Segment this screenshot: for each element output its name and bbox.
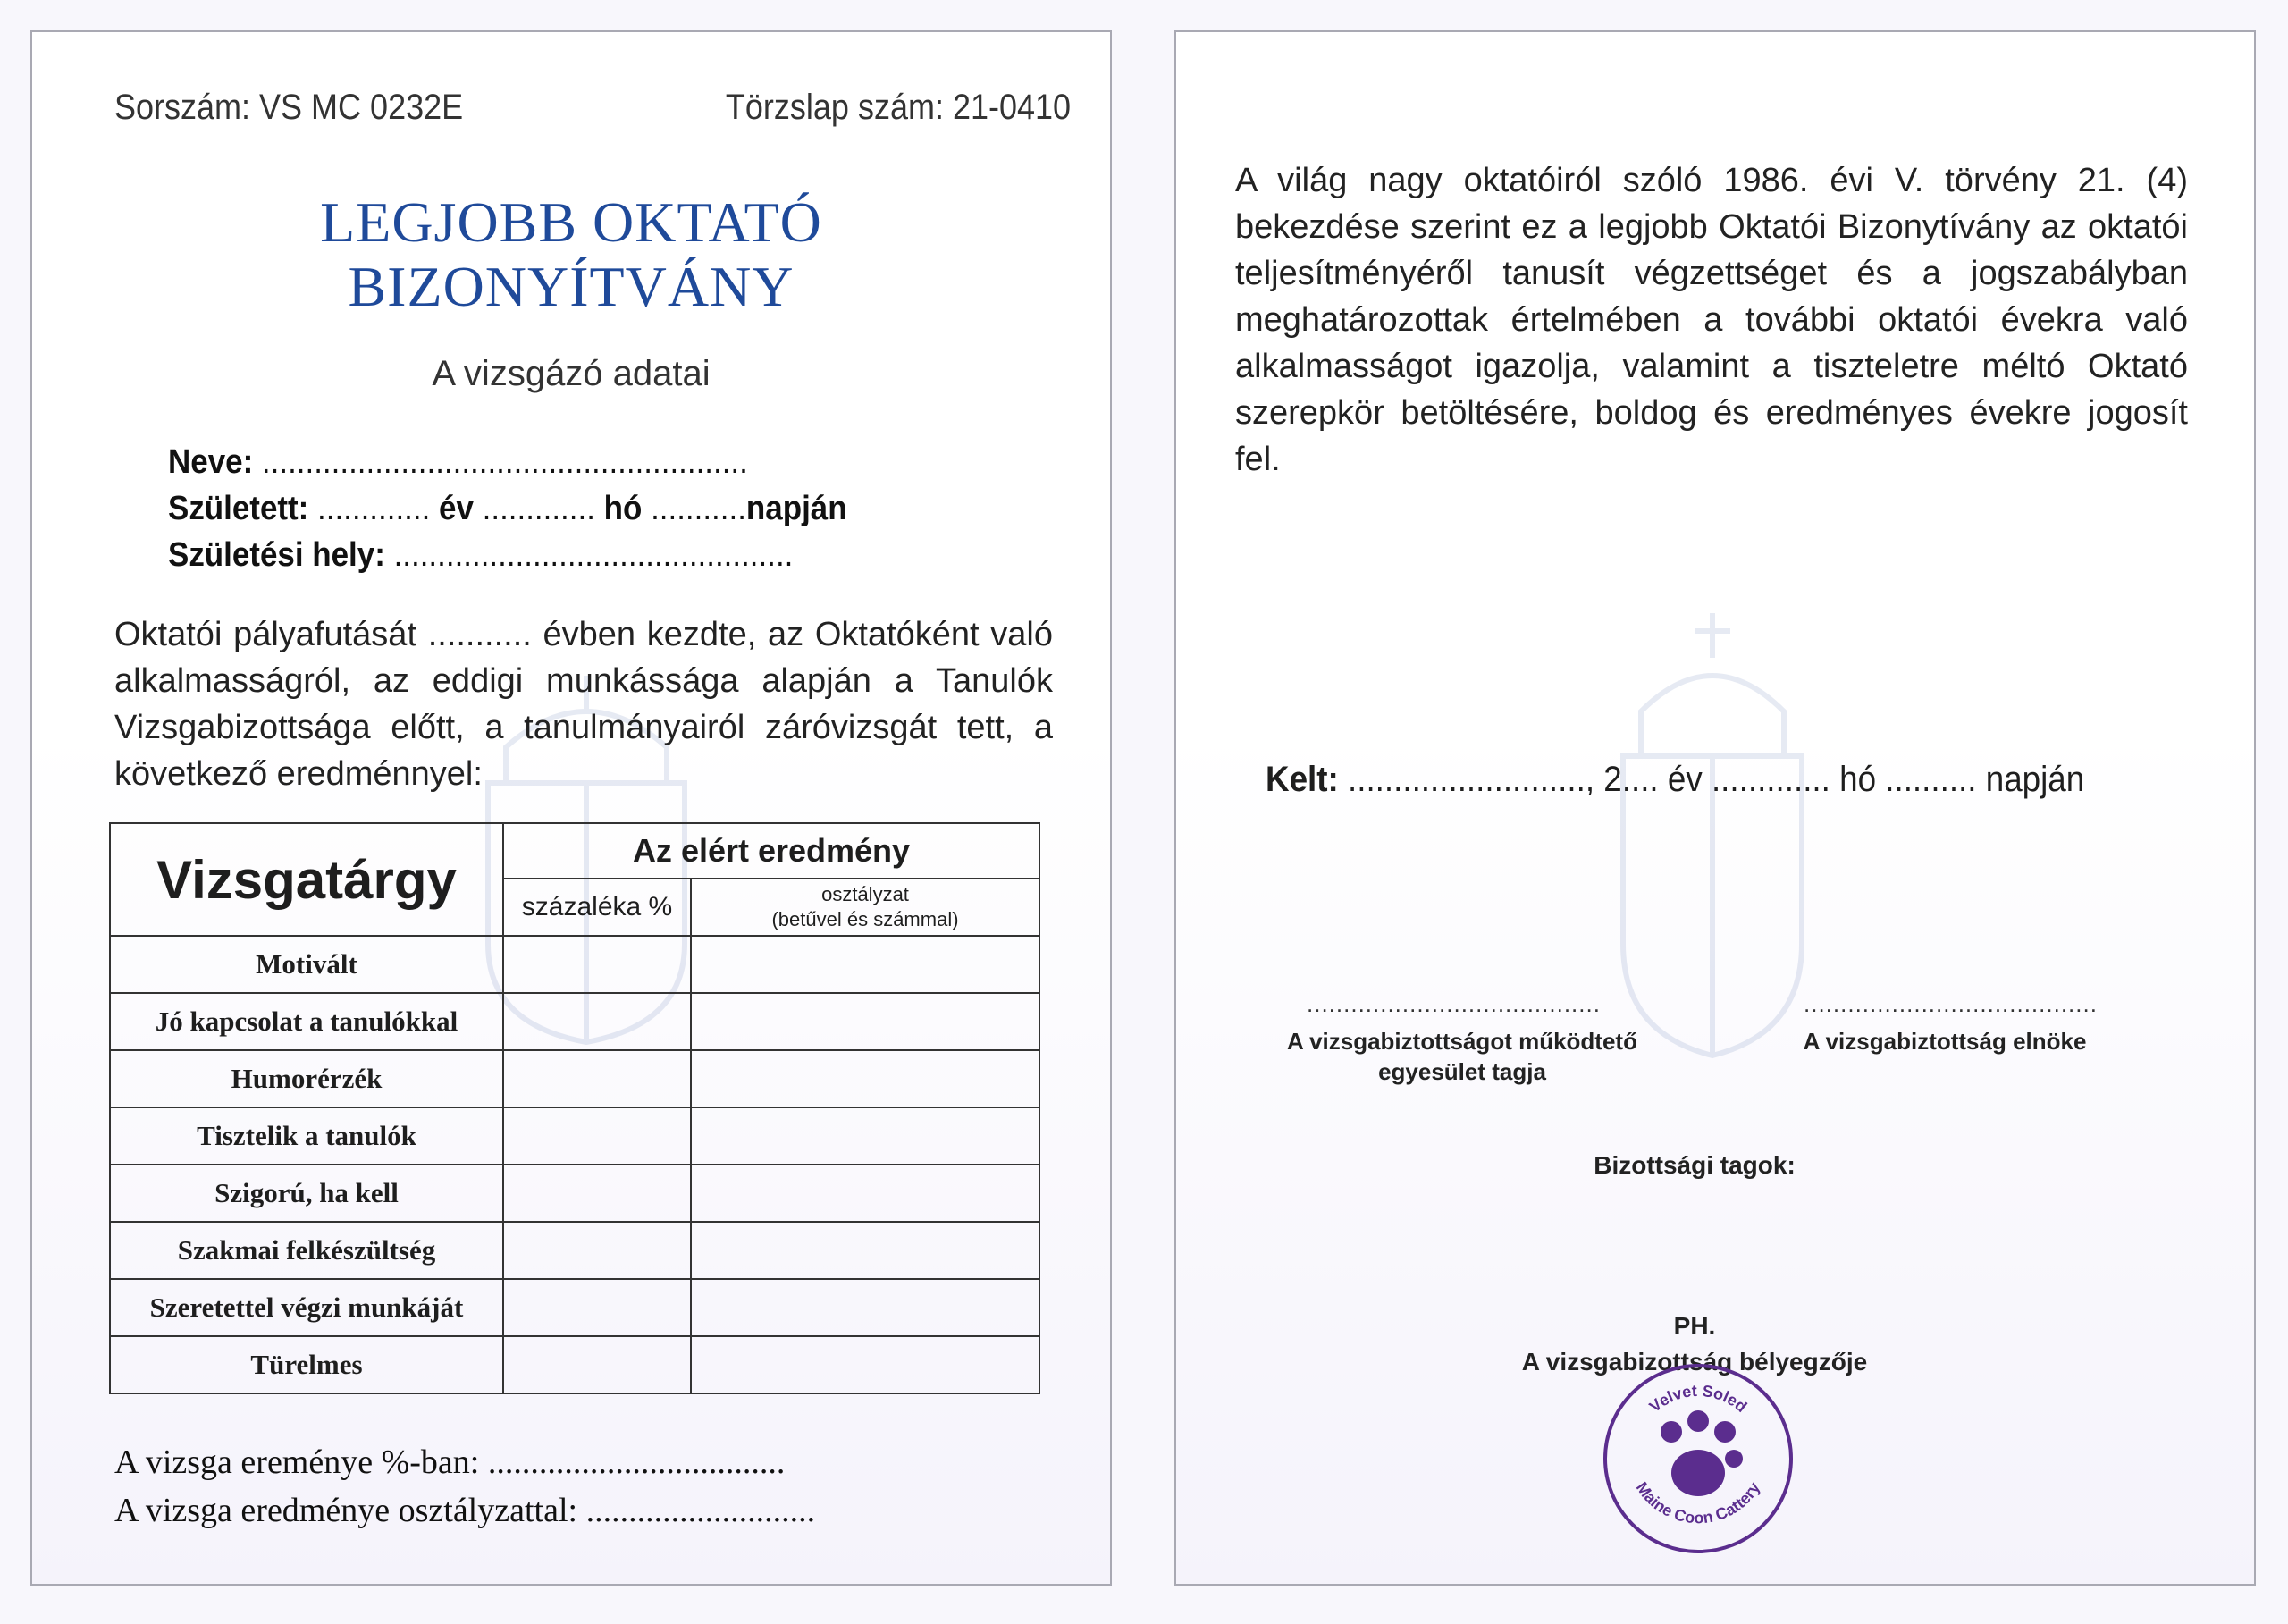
percent-cell xyxy=(503,1165,691,1222)
certificate-title-line2: BIZONYÍTVÁNY xyxy=(348,255,795,318)
birth-date-field xyxy=(168,490,847,528)
percent-cell xyxy=(503,1336,691,1393)
kelt-label: Kelt: xyxy=(1266,760,1339,799)
certificate-title-line1: LEGJOBB OKTATÓ xyxy=(320,190,822,254)
grade-cell xyxy=(691,1336,1039,1393)
member-label-line2: egyesület tagja xyxy=(1378,1058,1546,1085)
subject-cell: Motivált xyxy=(110,936,503,993)
grade-cell xyxy=(691,1165,1039,1222)
career-paragraph: Oktatói pályafutását ........... évben kezdte, az Oktatóként való alkalmasságról, az eddigi munkássága alapján a Tanulók Vizsgabizottsága előtt, a tanulmányairól záróvizsgát tett, a következő eredménnyel: xyxy=(114,616,1053,793)
table-row xyxy=(110,1050,1039,1107)
signature-line-chair: ........................................ xyxy=(1804,990,2098,1017)
subject-cell: Szeretettel végzi munkáját xyxy=(110,1279,503,1336)
table-row xyxy=(110,1336,1039,1393)
born-dots-month: ............. xyxy=(473,490,604,527)
birthplace-dots: .............................................. xyxy=(384,536,794,574)
coat-of-arms-watermark xyxy=(1605,604,1820,1069)
name-dots: ........................................................ xyxy=(253,443,748,481)
table-header-row xyxy=(110,823,1039,879)
born-dots-year: ............. xyxy=(308,490,440,527)
stamp-caption: A vizsgabizottság bélyegzője xyxy=(1521,1348,1868,1376)
right-page xyxy=(1174,30,2256,1586)
ph-label: PH. xyxy=(1673,1312,1716,1340)
chair-signature-label: A vizsgabiztottság elnöke xyxy=(1803,1028,2087,1055)
committee-members-label: Bizottsági tagok: xyxy=(1594,1151,1796,1179)
percent-cell xyxy=(503,936,691,993)
subject-header: Vizsgatárgy xyxy=(110,823,503,936)
born-dots-day: ........... xyxy=(642,490,746,527)
subject-cell: Jó kapcsolat a tanulókkal xyxy=(110,993,503,1050)
result-header: Az elért eredmény xyxy=(503,823,1039,879)
grade-cell xyxy=(691,993,1039,1050)
born-month-label: hó xyxy=(603,490,643,527)
percent-cell xyxy=(503,1107,691,1165)
percent-cell xyxy=(503,993,691,1050)
grade-header-line1: osztályzat xyxy=(821,883,909,905)
grades-table xyxy=(109,822,1040,1394)
serial-number: Sorszám: VS MC 0232E xyxy=(114,88,464,127)
grade-cell xyxy=(691,1050,1039,1107)
born-label: Született: xyxy=(168,490,309,527)
percent-cell xyxy=(503,1222,691,1279)
date-line xyxy=(1266,760,2084,800)
legal-paragraph: A világ nagy oktatóiról szóló 1986. évi V. törvény 21. (4) bekezdése szerint ez a legjobb Oktatói Bizonytívány az oktatói teljesítményéről tanusít végzettséget és a jogszabályban meghatározottak értelmében a további oktatói évekra való alkalmasságot igazolja, valamint a tiszteletre méltó Oktató szerepkör betöltésére, boldog és eredményes évekre jogosít fel. xyxy=(1235,162,2188,478)
grade-header xyxy=(691,879,1039,936)
subject-cell: Szigorú, ha kell xyxy=(110,1165,503,1222)
born-day-label: napján xyxy=(745,490,847,527)
stamp-top-text: Velvet Soled xyxy=(1645,1381,1751,1417)
subject-cell: Tisztelik a tanulók xyxy=(110,1107,503,1165)
table-row xyxy=(110,1165,1039,1222)
table-row xyxy=(110,1279,1039,1336)
result-percent-line: A vizsga ereménye %-ban: ................................... xyxy=(114,1443,786,1481)
percent-header: százaléka % xyxy=(503,879,691,936)
paw-icon xyxy=(1661,1410,1743,1496)
table-row xyxy=(110,993,1039,1050)
candidate-data-heading: A vizsgázó adatai xyxy=(432,354,711,393)
kelt-text: .........................., 2.... év ............. hó .......... napján xyxy=(1338,760,2085,799)
member-signature-label xyxy=(1266,1026,1659,1087)
name-label: Neve: xyxy=(168,443,254,481)
birthplace-field xyxy=(168,536,793,575)
table-row xyxy=(110,936,1039,993)
grade-cell xyxy=(691,1222,1039,1279)
born-year-label: év xyxy=(439,490,474,527)
birthplace-label: Születési hely: xyxy=(168,536,385,574)
grade-cell xyxy=(691,1107,1039,1165)
table-row xyxy=(110,1107,1039,1165)
stamp-bottom-text: Maine Coon Cattery xyxy=(1632,1478,1764,1527)
subject-cell: Humorérzék xyxy=(110,1050,503,1107)
name-field xyxy=(168,443,748,482)
table-row xyxy=(110,1222,1039,1279)
member-label-line1: A vizsgabiztottságot működtető xyxy=(1287,1028,1637,1055)
percent-cell xyxy=(503,1279,691,1336)
cattery-stamp xyxy=(1602,1362,1795,1555)
grade-header-line2: (betűvel és számmal) xyxy=(771,908,959,930)
percent-cell xyxy=(503,1050,691,1107)
signature-line-member: ........................................ xyxy=(1307,990,1601,1017)
grade-cell xyxy=(691,1279,1039,1336)
left-page xyxy=(30,30,1112,1586)
subject-cell: Türelmes xyxy=(110,1336,503,1393)
register-number: Törzslap szám: 21-0410 xyxy=(725,88,1071,127)
result-grade-line: A vizsga eredménye osztályzattal: ........................... xyxy=(114,1492,816,1529)
subject-cell: Szakmai felkészültség xyxy=(110,1222,503,1279)
grade-cell xyxy=(691,936,1039,993)
